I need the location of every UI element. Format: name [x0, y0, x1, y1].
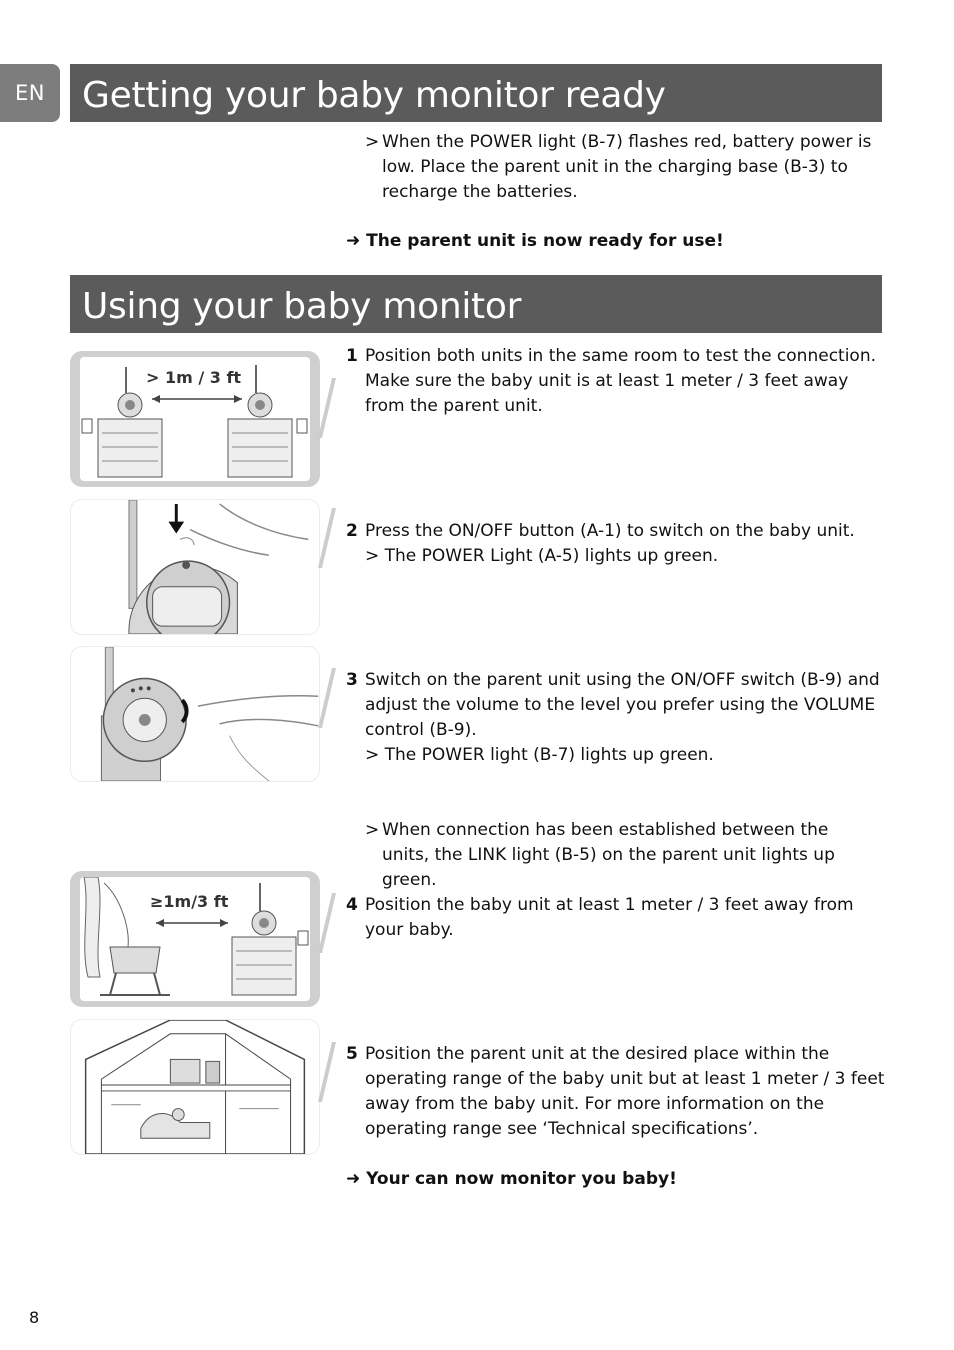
note-marker: > [365, 820, 380, 840]
section-title: Getting your baby monitor ready [82, 75, 666, 116]
step-number: 5 [346, 1044, 358, 1064]
slant-decoration [318, 893, 336, 953]
crib-distance-illustration [80, 877, 310, 1001]
step-1 [346, 344, 886, 419]
figure-crib-distance [70, 871, 320, 1007]
step-text: Switch on the parent unit using the ON/OFF switch (B-9) and adjust the volume to the level you prefer using the VOLUME control (B-9). [365, 670, 880, 740]
result-ready: ➜ The parent unit is now ready for use! [346, 231, 724, 251]
figure-units-distance [70, 351, 320, 487]
section-title: Using your baby monitor [82, 286, 522, 327]
step-text: Position both units in the same room to test the connection. Make sure the baby unit is at least 1 meter / 3 feet away from the parent unit. [365, 346, 877, 416]
step-2 [346, 519, 886, 569]
figure-parent-switch [70, 646, 320, 782]
parent-switch-illustration [71, 647, 319, 781]
step-result: > The POWER Light (A-5) lights up green. [365, 546, 719, 566]
step-number: 2 [346, 521, 358, 541]
step-3 [346, 668, 886, 768]
step-4 [346, 893, 886, 943]
distance-label: > 1m / 3 ft [146, 368, 242, 387]
link-note [365, 818, 875, 893]
step-number: 3 [346, 670, 358, 690]
distance-label: ≥1m/3 ft [150, 892, 229, 911]
step-number: 1 [346, 346, 358, 366]
note-marker: > [365, 132, 380, 152]
step-text: Position the baby unit at least 1 meter / 3 feet away from your baby. [365, 895, 854, 940]
page-number: 8 [29, 1308, 40, 1327]
section-header-getting-ready [70, 64, 882, 122]
figure-house-range [70, 1019, 320, 1155]
step-result: > The POWER light (B-7) lights up green. [365, 745, 714, 765]
step-text: Position the parent unit at the desired place within the operating range of the baby unit but at least 1 meter / 3 feet away from the baby unit. For more information on the operating range see ‘Technical specifications’. [365, 1044, 885, 1139]
battery-note [365, 130, 875, 205]
note-text: When connection has been established between the units, the LINK light (B-5) on the parent unit lights up green. [382, 820, 835, 890]
slant-decoration [318, 668, 336, 728]
press-button-illustration [71, 500, 319, 634]
section-header-using [70, 275, 882, 333]
slant-decoration [318, 508, 336, 568]
language-tab: EN [0, 64, 60, 122]
note-text: When the POWER light (B-7) flashes red, battery power is low. Place the parent unit in the charging base (B-3) to recharge the batteries. [382, 132, 872, 202]
units-distance-illustration [80, 357, 310, 481]
result-monitor: ➜ Your can now monitor you baby! [346, 1169, 677, 1189]
step-5 [346, 1042, 886, 1142]
house-illustration [71, 1020, 319, 1154]
step-number: 4 [346, 895, 358, 915]
step-text: Press the ON/OFF button (A-1) to switch on the baby unit. [365, 521, 855, 541]
slant-decoration [318, 378, 336, 438]
slant-decoration [318, 1042, 336, 1102]
figure-press-onoff-baby [70, 499, 320, 635]
